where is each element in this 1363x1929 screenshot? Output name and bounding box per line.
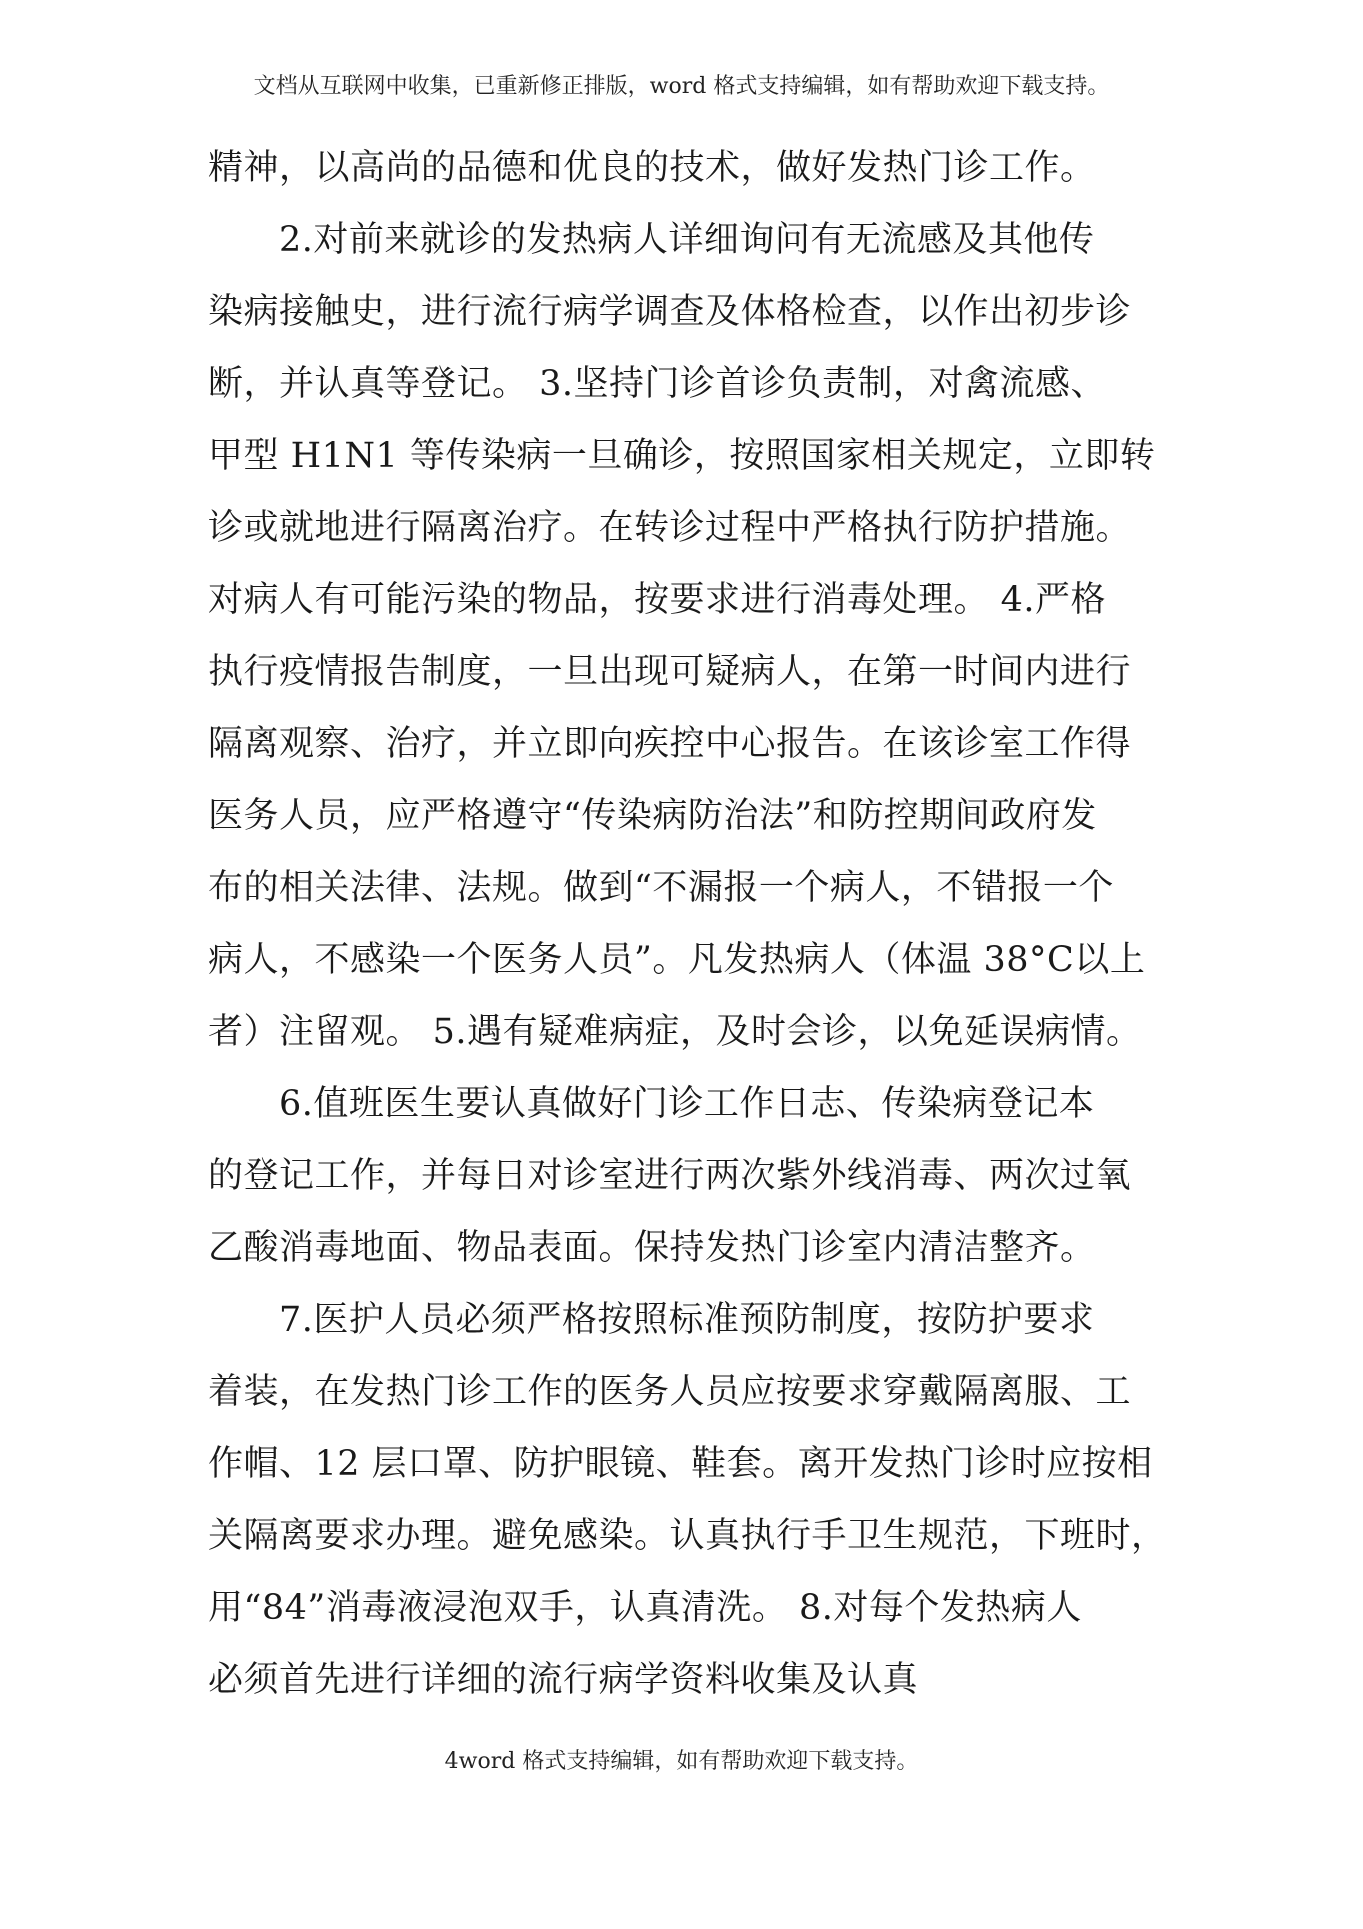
text-line: 病人，不感染一个医务人员”。凡发热病人（体温 38°C以上 (208, 940, 1146, 980)
text-line: 者）注留观。 5.遇有疑难病症，及时会诊，以免延误病情。 (208, 1012, 1142, 1052)
text-line: 染病接触史，进行流行病学调查及体格检查，以作出初步诊 (208, 292, 1132, 332)
document-body (208, 132, 1174, 1716)
text-line: 6.值班医生要认真做好门诊工作日志、传染病登记本 (208, 1084, 1095, 1124)
text-line: 精神，以高尚的品德和优良的技术，做好发热门诊工作。 (208, 148, 1096, 188)
text-line: 必须首先进行详细的流行病学资料收集及认真 (208, 1660, 919, 1700)
text-line: 2.对前来就诊的发热病人详细询问有无流感及其他传 (208, 220, 1095, 260)
text-line: 断，并认真等登记。 3.坚持门诊首诊负责制，对禽流感、 (208, 364, 1107, 404)
page-header: 文档从互联网中收集，已重新修正排版，word 格式支持编辑，如有帮助欢迎下载支持。 (253, 74, 1110, 99)
text-line: 关隔离要求办理。避免感染。认真执行手卫生规范，下班时， (208, 1516, 1167, 1556)
text-line: 对病人有可能污染的物品，按要求进行消毒处理。 4.严格 (208, 580, 1107, 620)
text-line: 布的相关法律、法规。做到“不漏报一个病人，不错报一个 (208, 868, 1114, 908)
text-line: 作帽、12 层口罩、防护眼镜、鞋套。离开发热门诊时应按相 (208, 1444, 1153, 1484)
text-line: 甲型 H1N1 等传染病一旦确诊，按照国家相关规定，立即转 (208, 436, 1156, 476)
text-line: 用“84”消毒液浸泡双手，认真清洗。 8.对每个发热病人 (208, 1588, 1082, 1628)
text-line: 隔离观察、治疗，并立即向疾控中心报告。在该诊室工作得 (208, 724, 1132, 764)
text-line: 乙酸消毒地面、物品表面。保持发热门诊室内清洁整齐。 (208, 1228, 1096, 1268)
text-line: 诊或就地进行隔离治疗。在转诊过程中严格执行防护措施。 (208, 508, 1132, 548)
text-line: 执行疫情报告制度，一旦出现可疑病人，在第一时间内进行 (208, 652, 1132, 692)
text-line: 7.医护人员必须严格按照标准预防制度，按防护要求 (208, 1300, 1095, 1340)
page-footer: 4word 格式支持编辑，如有帮助欢迎下载支持。 (444, 1749, 919, 1774)
text-line: 着装，在发热门诊工作的医务人员应按要求穿戴隔离服、工 (208, 1372, 1132, 1412)
text-line: 的登记工作，并每日对诊室进行两次紫外线消毒、两次过氧 (208, 1156, 1132, 1196)
text-line: 医务人员，应严格遵守“传染病防治法”和防控期间政府发 (208, 796, 1097, 836)
